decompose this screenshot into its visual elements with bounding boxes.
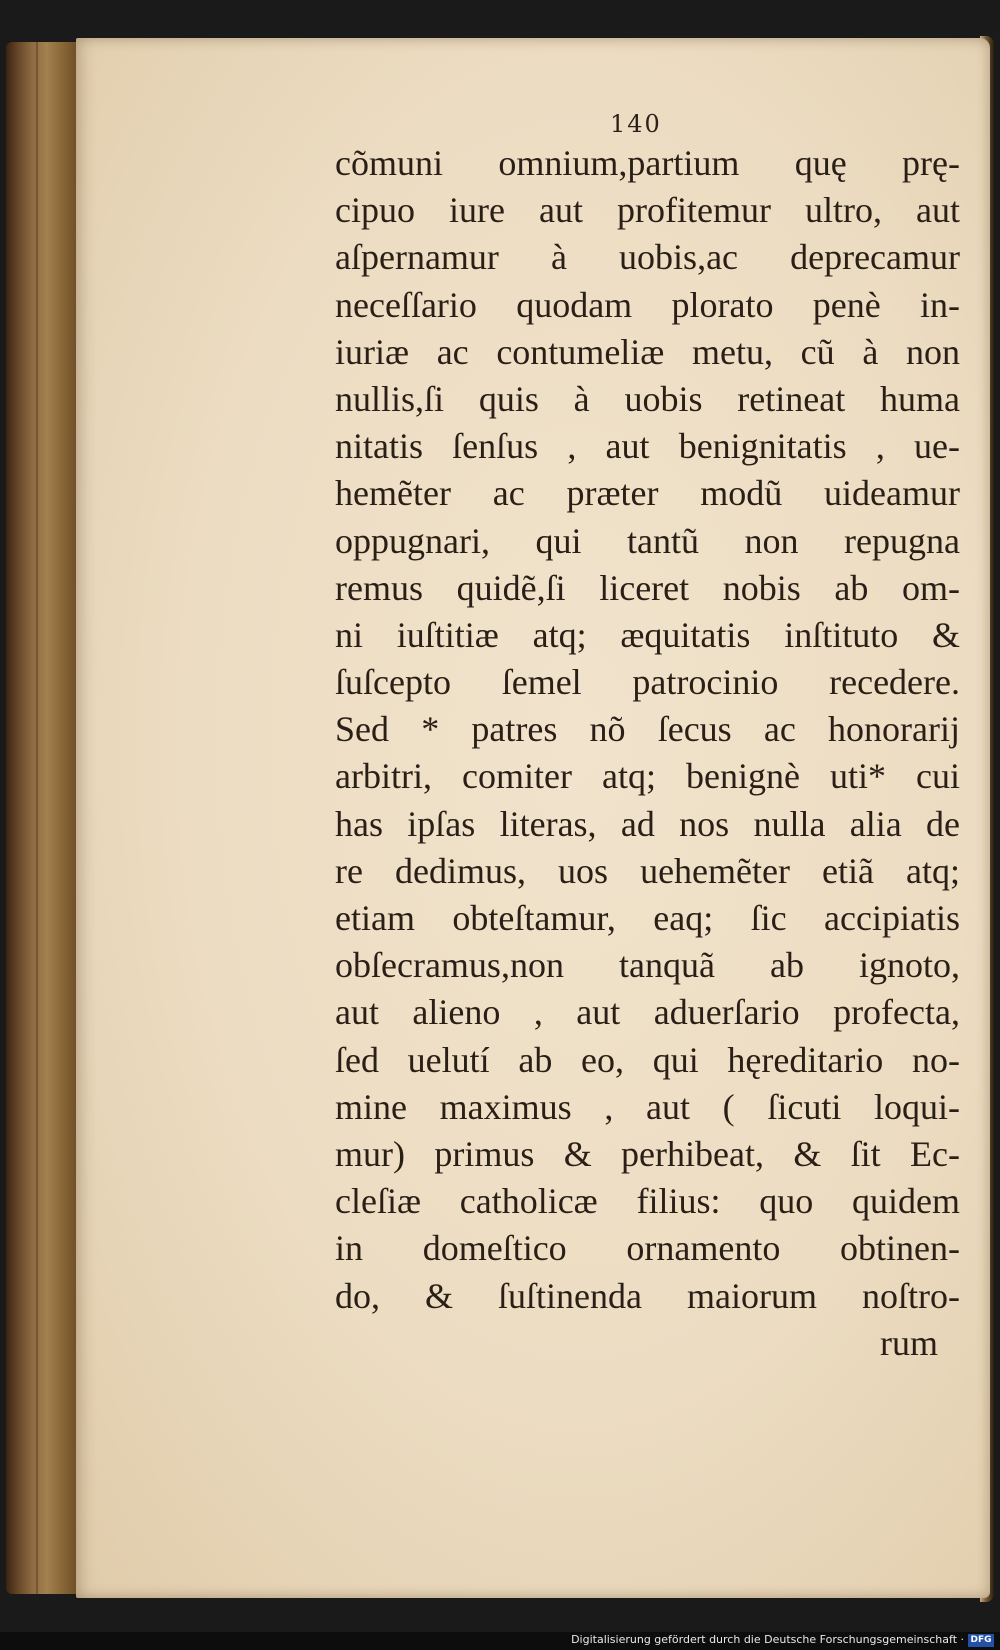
text-line: cõmuni omnium,partium quę prę- (335, 143, 960, 183)
text-line: has ipſas literas, ad nos nulla alia de (335, 803, 960, 844)
text-line: aſpernamur à uobis,ac deprecamur (335, 237, 960, 278)
text-line: hemẽter ac præter modũ uideamur (335, 473, 960, 514)
text-line: ſuſcepto ſemel patrocinio recedere. (335, 662, 960, 703)
text-line: ni iuſtitiæ atq; æquitatis inſtituto & (335, 614, 960, 655)
text-line: arbitri, comiter atq; benignè uti* cui (335, 756, 960, 797)
text-line: mine maximus , aut ( ſicuti loqui- (335, 1086, 960, 1127)
book-edge (6, 42, 80, 1594)
text-line: neceſſario quodam plorato penè in- (335, 284, 960, 325)
text-line: in domeſtico ornamento obtinen- (335, 1228, 960, 1269)
text-line: cipuo iure aut profitemur ultro, aut (335, 190, 960, 231)
funding-credit: Digitalisierung gefördert durch die Deutsche Forschungsgemeinschaft · (571, 1633, 964, 1646)
text-line: re dedimus, uos uehemẽter etiã atq; (335, 850, 960, 891)
text-line: cleſiæ catholicæ filius: quo quidem (335, 1181, 960, 1222)
text-line: remus quidẽ,ſi liceret nobis ab om- (335, 567, 960, 608)
text-line: iuriæ ac contumeliæ metu, cũ à non (335, 331, 960, 372)
text-line: oppugnari, qui tantũ non repugna (335, 520, 960, 561)
text-block (335, 140, 960, 1367)
text-line: do, & ſuſtinenda maiorum noſtro- (335, 1275, 960, 1316)
page-number: 140 (610, 110, 662, 138)
text-line: mur) primus & perhibeat, & ſit Ec- (335, 1133, 960, 1174)
text-line: etiam obteſtamur, eaq; ſic accipiatis (335, 898, 960, 938)
catchword: rum (880, 1322, 938, 1363)
text-line: aut alieno , aut aduerſario profecta, (335, 992, 960, 1033)
text-line: nullis,ſi quis à uobis retineat huma (335, 378, 960, 419)
text-line: ſed uelutí ab eo, qui hęreditario no- (335, 1039, 960, 1080)
dfg-logo: DFG (968, 1634, 994, 1647)
text-line: nitatis ſenſus , aut benignitatis , ue- (335, 426, 960, 467)
text-line: obſecramus,non tanquã ab ignoto, (335, 945, 960, 986)
text-line: Sed * patres nõ ſecus ac honorarij (335, 709, 960, 750)
